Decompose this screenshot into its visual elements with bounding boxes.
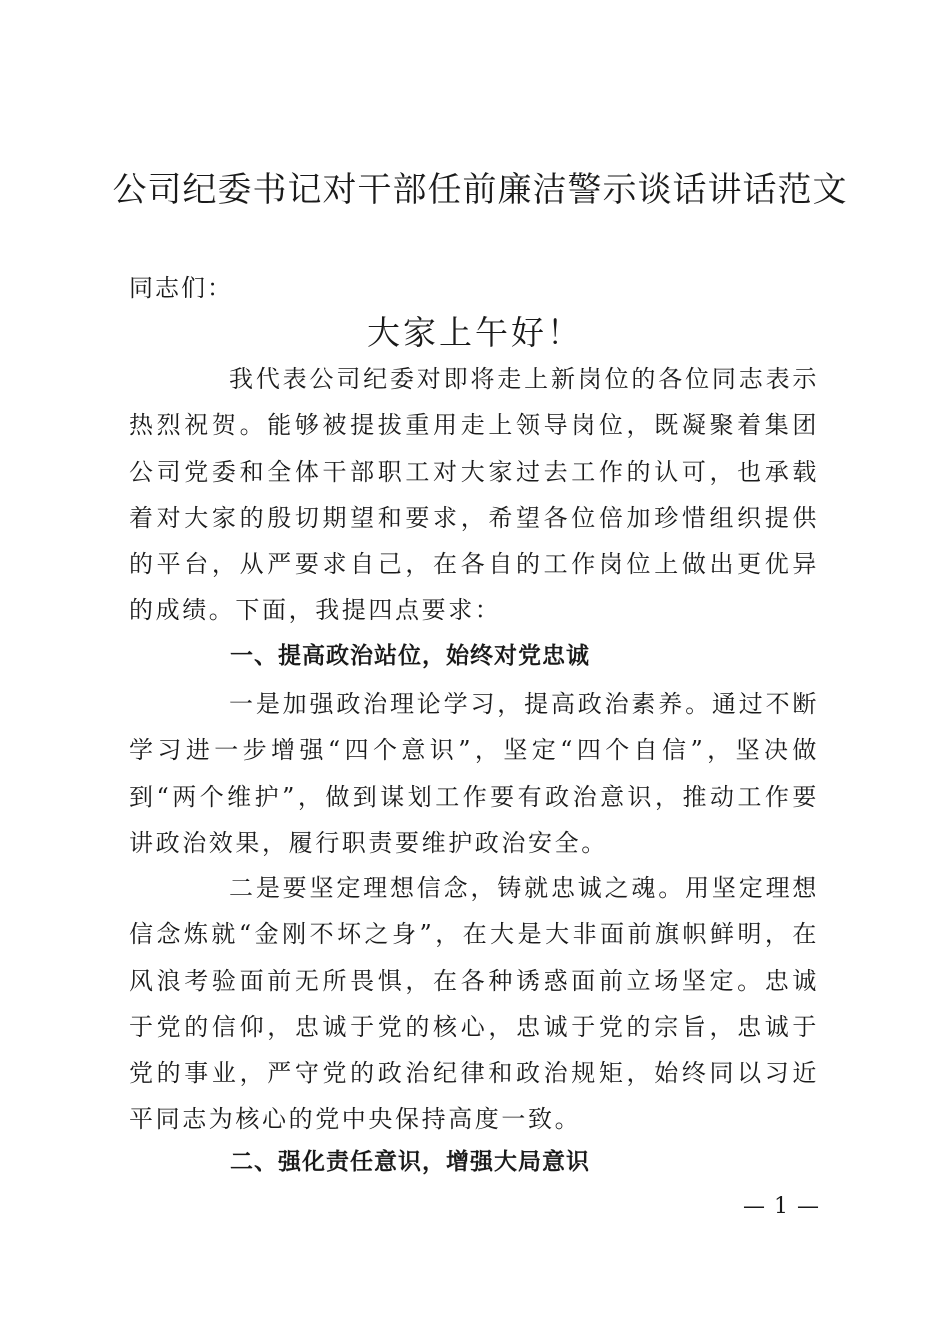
paragraph-ideals-belief: 二是要坚定理想信念，铸就忠诚之魂。用坚定理想信念炼就“金刚不坏之身”，在大是大非面前旗帜鲜明，在风浪考验面前无所畏惧，在各种诱惑面前立场坚定。忠诚于党的信仰，忠诚于党的核心，忠诚于党的宗旨，忠诚于党的事业，严守党的政治纪律和政治规矩，始终同以习近平同志为核心的党中央保持高度一致。: [129, 874, 819, 1134]
paragraph-political-study: 一是加强政治理论学习，提高政治素养。通过不断学习进一步增强“四个意识”，坚定“四个自信”，坚决做到“两个维护”，做到谋划工作要有政治意识，推动工作要讲政治效果，履行职责要维护政治安全。: [129, 690, 819, 857]
paragraph-intro: 我代表公司纪委对即将走上新岗位的各位同志表示热烈祝贺。能够被提拔重用走上领导岗位，既凝聚着集团公司党委和全体干部职工对大家过去工作的认可，也承载着对大家的殷切期望和要求，希望各位倍加珍惜组织提供的平台，从严要求自己，在各自的工作岗位上做出更优异的成绩。下面，我提四点要求：: [129, 365, 819, 625]
greeting: 大家上午好！: [367, 313, 583, 352]
document-title: 公司纪委书记对干部任前廉洁警示谈话讲话范文: [112, 170, 848, 210]
section-heading-2: 二、强化责任意识，增强大局意识: [230, 1149, 590, 1175]
page-number: — 1 —: [743, 1194, 820, 1219]
section-heading-1: 一、提高政治站位，始终对党忠诚: [230, 643, 590, 669]
salutation: 同志们：: [129, 274, 233, 302]
